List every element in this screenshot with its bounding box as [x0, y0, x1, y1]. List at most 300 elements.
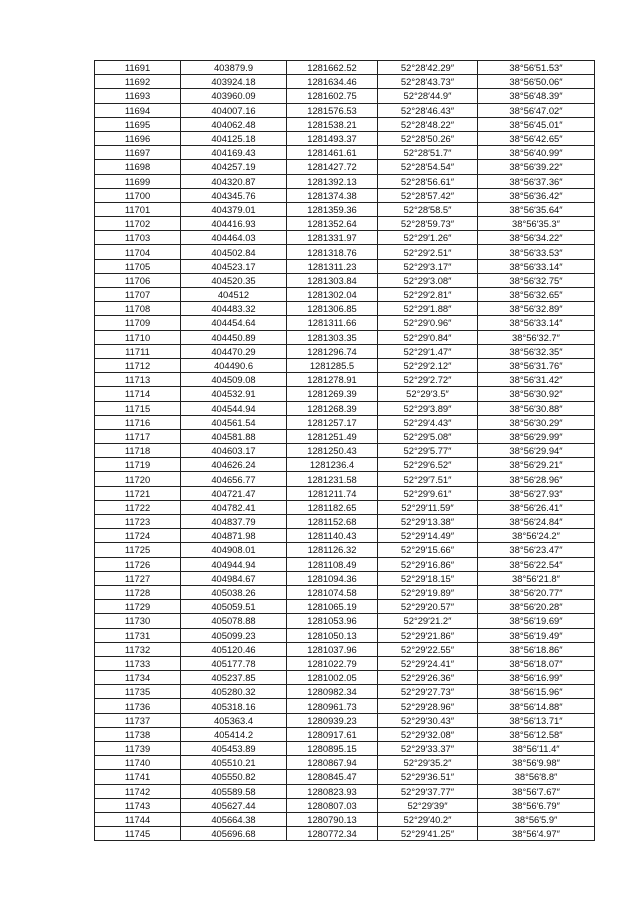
point-number-cell: 11695: [95, 117, 181, 131]
x-coordinate-cell: 404483.32: [181, 302, 287, 316]
x-coordinate-cell: 403879.9: [181, 61, 287, 75]
longitude-cell: 38°56′34.22″: [478, 231, 595, 245]
x-coordinate-cell: 405550.82: [181, 770, 287, 784]
longitude-cell: 38°56′36.42″: [478, 188, 595, 202]
point-number-cell: 11692: [95, 75, 181, 89]
longitude-cell: 38°56′7.67″: [478, 784, 595, 798]
longitude-cell: 38°56′19.69″: [478, 614, 595, 628]
longitude-cell: 38°56′5.9″: [478, 812, 595, 826]
point-number-cell: 11743: [95, 798, 181, 812]
longitude-cell: 38°56′20.28″: [478, 600, 595, 614]
table-row: [95, 713, 595, 727]
longitude-cell: 38°56′32.65″: [478, 288, 595, 302]
x-coordinate-cell: 404603.17: [181, 444, 287, 458]
point-number-cell: 11723: [95, 515, 181, 529]
latitude-cell: 52°29′4.43″: [378, 415, 478, 429]
y-coordinate-cell: 1281296.74: [287, 344, 378, 358]
latitude-cell: 52°29′1.47″: [378, 344, 478, 358]
longitude-cell: 38°56′47.02″: [478, 103, 595, 117]
y-coordinate-cell: 1281065.19: [287, 600, 378, 614]
y-coordinate-cell: 1281602.75: [287, 89, 378, 103]
table-row: [95, 727, 595, 741]
point-number-cell: 11734: [95, 671, 181, 685]
y-coordinate-cell: 1280982.34: [287, 685, 378, 699]
x-coordinate-cell: 405696.68: [181, 827, 287, 841]
y-coordinate-cell: 1280939.23: [287, 713, 378, 727]
point-number-cell: 11700: [95, 188, 181, 202]
table-row: [95, 217, 595, 231]
x-coordinate-cell: 404490.6: [181, 358, 287, 372]
latitude-cell: 52°29′19.89″: [378, 585, 478, 599]
latitude-cell: 52°29′0.84″: [378, 330, 478, 344]
longitude-cell: 38°56′31.42″: [478, 373, 595, 387]
x-coordinate-cell: 404062.48: [181, 117, 287, 131]
latitude-cell: 52°29′18.15″: [378, 571, 478, 585]
longitude-cell: 38°56′35.64″: [478, 202, 595, 216]
point-number-cell: 11701: [95, 202, 181, 216]
latitude-cell: 52°29′40.2″: [378, 812, 478, 826]
y-coordinate-cell: 1280961.73: [287, 699, 378, 713]
longitude-cell: 38°56′14.88″: [478, 699, 595, 713]
table-row: [95, 188, 595, 202]
latitude-cell: 52°28′46.43″: [378, 103, 478, 117]
longitude-cell: 38°56′42.65″: [478, 131, 595, 145]
point-number-cell: 11720: [95, 472, 181, 486]
latitude-cell: 52°29′27.73″: [378, 685, 478, 699]
point-number-cell: 11704: [95, 245, 181, 259]
y-coordinate-cell: 1280867.94: [287, 756, 378, 770]
point-number-cell: 11741: [95, 770, 181, 784]
point-number-cell: 11721: [95, 486, 181, 500]
longitude-cell: 38°56′29.99″: [478, 429, 595, 443]
y-coordinate-cell: 1281285.5: [287, 358, 378, 372]
table-row: [95, 245, 595, 259]
x-coordinate-cell: 403960.09: [181, 89, 287, 103]
x-coordinate-cell: 404984.67: [181, 571, 287, 585]
y-coordinate-cell: 1281311.66: [287, 316, 378, 330]
latitude-cell: 52°29′0.96″: [378, 316, 478, 330]
table-row: [95, 585, 595, 599]
y-coordinate-cell: 1281126.32: [287, 543, 378, 557]
longitude-cell: 38°56′30.88″: [478, 401, 595, 415]
table-row: [95, 543, 595, 557]
point-number-cell: 11712: [95, 358, 181, 372]
latitude-cell: 52°28′54.54″: [378, 160, 478, 174]
x-coordinate-cell: 404454.64: [181, 316, 287, 330]
point-number-cell: 11729: [95, 600, 181, 614]
point-number-cell: 11737: [95, 713, 181, 727]
longitude-cell: 38°56′39.22″: [478, 160, 595, 174]
point-number-cell: 11732: [95, 642, 181, 656]
y-coordinate-cell: 1281140.43: [287, 529, 378, 543]
y-coordinate-cell: 1281257.17: [287, 415, 378, 429]
latitude-cell: 52°28′57.42″: [378, 188, 478, 202]
x-coordinate-cell: 405589.58: [181, 784, 287, 798]
y-coordinate-cell: 1280823.93: [287, 784, 378, 798]
latitude-cell: 52°28′58.5″: [378, 202, 478, 216]
point-number-cell: 11694: [95, 103, 181, 117]
x-coordinate-cell: 405237.85: [181, 671, 287, 685]
x-coordinate-cell: 404626.24: [181, 458, 287, 472]
latitude-cell: 52°29′1.88″: [378, 302, 478, 316]
longitude-cell: 38°56′27.93″: [478, 486, 595, 500]
longitude-cell: 38°56′33.53″: [478, 245, 595, 259]
table-row: [95, 529, 595, 543]
table-row: [95, 472, 595, 486]
longitude-cell: 38°56′37.36″: [478, 174, 595, 188]
point-number-cell: 11709: [95, 316, 181, 330]
latitude-cell: 52°29′41.25″: [378, 827, 478, 841]
table-row: [95, 344, 595, 358]
latitude-cell: 52°29′2.51″: [378, 245, 478, 259]
latitude-cell: 52°29′3.89″: [378, 401, 478, 415]
longitude-cell: 38°56′45.01″: [478, 117, 595, 131]
y-coordinate-cell: 1281094.36: [287, 571, 378, 585]
latitude-cell: 52°29′37.77″: [378, 784, 478, 798]
point-number-cell: 11724: [95, 529, 181, 543]
table-row: [95, 174, 595, 188]
table-row: [95, 131, 595, 145]
point-number-cell: 11740: [95, 756, 181, 770]
latitude-cell: 52°29′39″: [378, 798, 478, 812]
point-number-cell: 11702: [95, 217, 181, 231]
latitude-cell: 52°29′16.86″: [378, 557, 478, 571]
point-number-cell: 11713: [95, 373, 181, 387]
point-number-cell: 11716: [95, 415, 181, 429]
table-row: [95, 373, 595, 387]
x-coordinate-cell: 404125.18: [181, 131, 287, 145]
latitude-cell: 52°29′15.66″: [378, 543, 478, 557]
y-coordinate-cell: 1281037.96: [287, 642, 378, 656]
latitude-cell: 52°29′7.51″: [378, 472, 478, 486]
y-coordinate-cell: 1280845.47: [287, 770, 378, 784]
longitude-cell: 38°56′28.96″: [478, 472, 595, 486]
point-number-cell: 11698: [95, 160, 181, 174]
point-number-cell: 11703: [95, 231, 181, 245]
table-row: [95, 330, 595, 344]
point-number-cell: 11705: [95, 259, 181, 273]
table-row: [95, 756, 595, 770]
point-number-cell: 11745: [95, 827, 181, 841]
table-row: [95, 699, 595, 713]
longitude-cell: 38°56′29.21″: [478, 458, 595, 472]
latitude-cell: 52°29′6.52″: [378, 458, 478, 472]
latitude-cell: 52°29′2.72″: [378, 373, 478, 387]
y-coordinate-cell: 1281303.84: [287, 273, 378, 287]
latitude-cell: 52°28′44.9″: [378, 89, 478, 103]
x-coordinate-cell: 403924.18: [181, 75, 287, 89]
x-coordinate-cell: 405414.2: [181, 727, 287, 741]
x-coordinate-cell: 405059.51: [181, 600, 287, 614]
table-row: [95, 515, 595, 529]
x-coordinate-cell: 404470.29: [181, 344, 287, 358]
point-number-cell: 11711: [95, 344, 181, 358]
longitude-cell: 38°56′32.35″: [478, 344, 595, 358]
table-row: [95, 387, 595, 401]
y-coordinate-cell: 1281236.4: [287, 458, 378, 472]
longitude-cell: 38°56′19.49″: [478, 628, 595, 642]
latitude-cell: 52°29′26.36″: [378, 671, 478, 685]
table-row: [95, 259, 595, 273]
y-coordinate-cell: 1280790.13: [287, 812, 378, 826]
table-row: [95, 429, 595, 443]
x-coordinate-cell: 404257.19: [181, 160, 287, 174]
latitude-cell: 52°28′59.73″: [378, 217, 478, 231]
latitude-cell: 52°29′30.43″: [378, 713, 478, 727]
x-coordinate-cell: 405627.44: [181, 798, 287, 812]
table-row: [95, 117, 595, 131]
latitude-cell: 52°28′43.73″: [378, 75, 478, 89]
y-coordinate-cell: 1281278.91: [287, 373, 378, 387]
longitude-cell: 38°56′11.4″: [478, 742, 595, 756]
y-coordinate-cell: 1281231.58: [287, 472, 378, 486]
point-number-cell: 11725: [95, 543, 181, 557]
point-number-cell: 11733: [95, 656, 181, 670]
y-coordinate-cell: 1281311.23: [287, 259, 378, 273]
table-row: [95, 770, 595, 784]
point-number-cell: 11717: [95, 429, 181, 443]
table-row: [95, 685, 595, 699]
table-row: [95, 628, 595, 642]
y-coordinate-cell: 1281108.49: [287, 557, 378, 571]
x-coordinate-cell: 404837.79: [181, 515, 287, 529]
x-coordinate-cell: 404871.98: [181, 529, 287, 543]
longitude-cell: 38°56′32.7″: [478, 330, 595, 344]
point-number-cell: 11726: [95, 557, 181, 571]
longitude-cell: 38°56′33.14″: [478, 259, 595, 273]
x-coordinate-cell: 405120.46: [181, 642, 287, 656]
coordinates-table: [94, 60, 595, 841]
y-coordinate-cell: 1281074.58: [287, 585, 378, 599]
y-coordinate-cell: 1281634.46: [287, 75, 378, 89]
y-coordinate-cell: 1281211.74: [287, 486, 378, 500]
table-row: [95, 812, 595, 826]
latitude-cell: 52°29′28.96″: [378, 699, 478, 713]
latitude-cell: 52°29′3.5″: [378, 387, 478, 401]
table-row: [95, 231, 595, 245]
point-number-cell: 11742: [95, 784, 181, 798]
latitude-cell: 52°28′50.26″: [378, 131, 478, 145]
y-coordinate-cell: 1281576.53: [287, 103, 378, 117]
y-coordinate-cell: 1281251.49: [287, 429, 378, 443]
longitude-cell: 38°56′21.8″: [478, 571, 595, 585]
table-row: [95, 202, 595, 216]
longitude-cell: 38°56′30.29″: [478, 415, 595, 429]
longitude-cell: 38°56′33.14″: [478, 316, 595, 330]
longitude-cell: 38°56′6.79″: [478, 798, 595, 812]
y-coordinate-cell: 1281022.79: [287, 656, 378, 670]
x-coordinate-cell: 405038.26: [181, 585, 287, 599]
longitude-cell: 38°56′23.47″: [478, 543, 595, 557]
longitude-cell: 38°56′13.71″: [478, 713, 595, 727]
table-row: [95, 273, 595, 287]
table-row: [95, 103, 595, 117]
y-coordinate-cell: 1281662.52: [287, 61, 378, 75]
point-number-cell: 11731: [95, 628, 181, 642]
table-row: [95, 742, 595, 756]
latitude-cell: 52°29′21.2″: [378, 614, 478, 628]
y-coordinate-cell: 1281306.85: [287, 302, 378, 316]
table-row: [95, 614, 595, 628]
y-coordinate-cell: 1281493.37: [287, 131, 378, 145]
latitude-cell: 52°29′3.17″: [378, 259, 478, 273]
x-coordinate-cell: 404509.08: [181, 373, 287, 387]
longitude-cell: 38°56′32.75″: [478, 273, 595, 287]
point-number-cell: 11706: [95, 273, 181, 287]
point-number-cell: 11719: [95, 458, 181, 472]
y-coordinate-cell: 1281302.04: [287, 288, 378, 302]
y-coordinate-cell: 1280895.15: [287, 742, 378, 756]
table-row: [95, 557, 595, 571]
longitude-cell: 38°56′29.94″: [478, 444, 595, 458]
y-coordinate-cell: 1281002.05: [287, 671, 378, 685]
x-coordinate-cell: 405363.4: [181, 713, 287, 727]
latitude-cell: 52°28′56.61″: [378, 174, 478, 188]
table-row: [95, 401, 595, 415]
point-number-cell: 11714: [95, 387, 181, 401]
x-coordinate-cell: 404379.01: [181, 202, 287, 216]
x-coordinate-cell: 404345.76: [181, 188, 287, 202]
table-row: [95, 61, 595, 75]
latitude-cell: 52°29′5.08″: [378, 429, 478, 443]
point-number-cell: 11691: [95, 61, 181, 75]
table-row: [95, 500, 595, 514]
longitude-cell: 38°56′40.99″: [478, 146, 595, 160]
longitude-cell: 38°56′24.84″: [478, 515, 595, 529]
table-row: [95, 288, 595, 302]
point-number-cell: 11708: [95, 302, 181, 316]
table-row: [95, 89, 595, 103]
latitude-cell: 52°29′11.59″: [378, 500, 478, 514]
y-coordinate-cell: 1281359.36: [287, 202, 378, 216]
point-number-cell: 11728: [95, 585, 181, 599]
y-coordinate-cell: 1281268.39: [287, 401, 378, 415]
point-number-cell: 11727: [95, 571, 181, 585]
x-coordinate-cell: 404782.41: [181, 500, 287, 514]
point-number-cell: 11696: [95, 131, 181, 145]
longitude-cell: 38°56′12.58″: [478, 727, 595, 741]
longitude-cell: 38°56′15.96″: [478, 685, 595, 699]
y-coordinate-cell: 1281374.38: [287, 188, 378, 202]
coordinates-table-body: [95, 61, 595, 841]
latitude-cell: 52°29′9.61″: [378, 486, 478, 500]
latitude-cell: 52°28′51.7″: [378, 146, 478, 160]
y-coordinate-cell: 1281461.61: [287, 146, 378, 160]
y-coordinate-cell: 1281352.64: [287, 217, 378, 231]
longitude-cell: 38°56′24.2″: [478, 529, 595, 543]
latitude-cell: 52°29′24.41″: [378, 656, 478, 670]
x-coordinate-cell: 404581.88: [181, 429, 287, 443]
y-coordinate-cell: 1280772.34: [287, 827, 378, 841]
table-row: [95, 302, 595, 316]
y-coordinate-cell: 1281303.35: [287, 330, 378, 344]
y-coordinate-cell: 1281250.43: [287, 444, 378, 458]
x-coordinate-cell: 405664.38: [181, 812, 287, 826]
x-coordinate-cell: 404416.93: [181, 217, 287, 231]
point-number-cell: 11715: [95, 401, 181, 415]
longitude-cell: 38°56′51.53″: [478, 61, 595, 75]
x-coordinate-cell: 404502.84: [181, 245, 287, 259]
y-coordinate-cell: 1280807.03: [287, 798, 378, 812]
latitude-cell: 52°28′42.29″: [378, 61, 478, 75]
longitude-cell: 38°56′26.41″: [478, 500, 595, 514]
x-coordinate-cell: 404944.94: [181, 557, 287, 571]
longitude-cell: 38°56′8.8″: [478, 770, 595, 784]
x-coordinate-cell: 404544.94: [181, 401, 287, 415]
x-coordinate-cell: 404908.01: [181, 543, 287, 557]
point-number-cell: 11735: [95, 685, 181, 699]
latitude-cell: 52°29′22.55″: [378, 642, 478, 656]
longitude-cell: 38°56′4.97″: [478, 827, 595, 841]
y-coordinate-cell: 1280917.61: [287, 727, 378, 741]
x-coordinate-cell: 404532.91: [181, 387, 287, 401]
x-coordinate-cell: 405078.88: [181, 614, 287, 628]
latitude-cell: 52°29′5.77″: [378, 444, 478, 458]
point-number-cell: 11710: [95, 330, 181, 344]
latitude-cell: 52°29′13.38″: [378, 515, 478, 529]
table-row: [95, 784, 595, 798]
point-number-cell: 11730: [95, 614, 181, 628]
longitude-cell: 38°56′20.77″: [478, 585, 595, 599]
table-row: [95, 160, 595, 174]
point-number-cell: 11722: [95, 500, 181, 514]
x-coordinate-cell: 404450.89: [181, 330, 287, 344]
latitude-cell: 52°29′2.81″: [378, 288, 478, 302]
longitude-cell: 38°56′31.76″: [478, 358, 595, 372]
longitude-cell: 38°56′30.92″: [478, 387, 595, 401]
longitude-cell: 38°56′18.86″: [478, 642, 595, 656]
table-row: [95, 415, 595, 429]
x-coordinate-cell: 404523.17: [181, 259, 287, 273]
longitude-cell: 38°56′9.98″: [478, 756, 595, 770]
longitude-cell: 38°56′16.99″: [478, 671, 595, 685]
longitude-cell: 38°56′18.07″: [478, 656, 595, 670]
latitude-cell: 52°29′1.26″: [378, 231, 478, 245]
x-coordinate-cell: 404520.35: [181, 273, 287, 287]
x-coordinate-cell: 404512: [181, 288, 287, 302]
table-row: [95, 458, 595, 472]
x-coordinate-cell: 405099.23: [181, 628, 287, 642]
table-row: [95, 316, 595, 330]
y-coordinate-cell: 1281538.21: [287, 117, 378, 131]
x-coordinate-cell: 404007.16: [181, 103, 287, 117]
x-coordinate-cell: 405280.32: [181, 685, 287, 699]
table-row: [95, 671, 595, 685]
table-row: [95, 827, 595, 841]
point-number-cell: 11697: [95, 146, 181, 160]
latitude-cell: 52°29′2.12″: [378, 358, 478, 372]
y-coordinate-cell: 1281269.39: [287, 387, 378, 401]
x-coordinate-cell: 404320.87: [181, 174, 287, 188]
longitude-cell: 38°56′35.3″: [478, 217, 595, 231]
table-row: [95, 444, 595, 458]
latitude-cell: 52°29′21.86″: [378, 628, 478, 642]
latitude-cell: 52°29′14.49″: [378, 529, 478, 543]
y-coordinate-cell: 1281427.72: [287, 160, 378, 174]
longitude-cell: 38°56′48.39″: [478, 89, 595, 103]
latitude-cell: 52°28′48.22″: [378, 117, 478, 131]
y-coordinate-cell: 1281050.13: [287, 628, 378, 642]
y-coordinate-cell: 1281053.96: [287, 614, 378, 628]
point-number-cell: 11718: [95, 444, 181, 458]
x-coordinate-cell: 404721.47: [181, 486, 287, 500]
x-coordinate-cell: 405177.78: [181, 656, 287, 670]
latitude-cell: 52°29′20.57″: [378, 600, 478, 614]
latitude-cell: 52°29′32.08″: [378, 727, 478, 741]
table-row: [95, 75, 595, 89]
x-coordinate-cell: 404656.77: [181, 472, 287, 486]
latitude-cell: 52°29′3.08″: [378, 273, 478, 287]
